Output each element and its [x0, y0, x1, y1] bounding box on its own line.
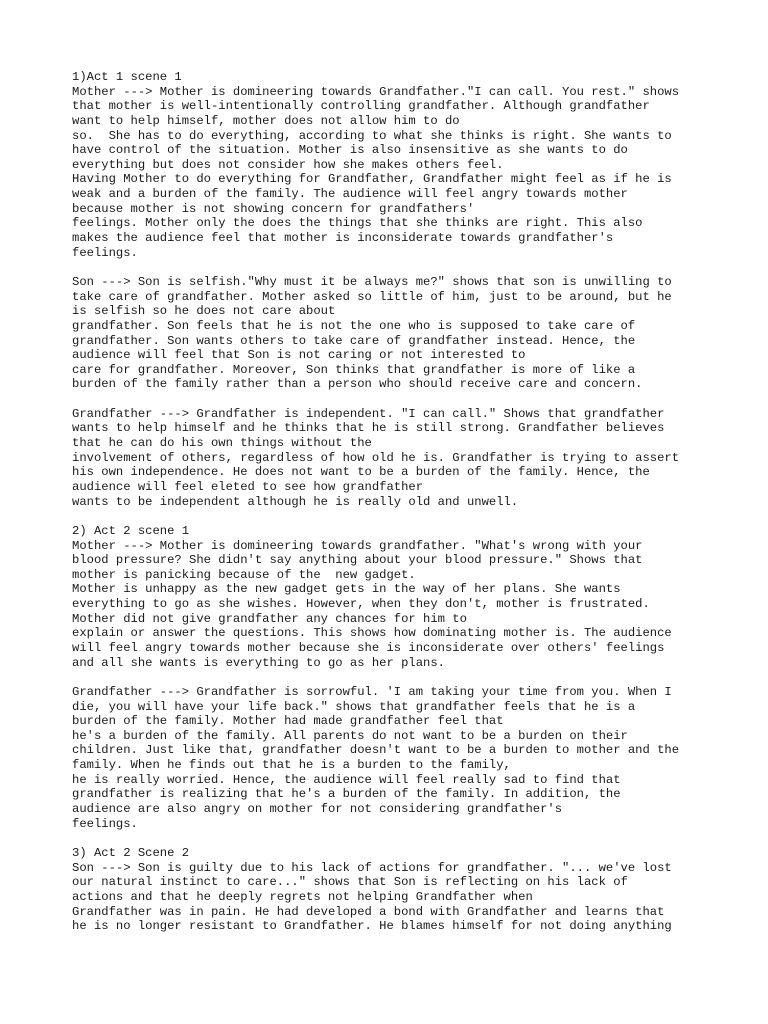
document-page — [72, 70, 712, 948]
text-paragraph — [72, 275, 712, 392]
text-line: children. Just like that, grandfather doesn't want to be a burden to mother and the — [72, 743, 680, 758]
text-line: Having Mother to do everything for Grandfather, Grandfather might feel as if he is — [72, 172, 672, 187]
text-line: Son ---> Son is guilty due to his lack of actions for grandfather. "... we've lost — [72, 860, 672, 875]
text-line: audience are also angry on mother for not considering grandfather's — [72, 802, 563, 817]
text-line: everything to go as she wishes. However, when they don't, mother is frustrated. — [72, 597, 650, 612]
text-line: have control of the situation. Mother is also insensitive as she wants to do — [72, 143, 628, 158]
text-line: mother is panicking because of the new gadget. — [72, 567, 416, 582]
text-line: wants to help himself and he thinks that he is still strong. Grandfather believes — [72, 421, 665, 436]
text-line: Mother did not give grandfather any chances for him to — [72, 611, 467, 626]
text-line: grandfather. Son feels that he is not the one who is supposed to take care of — [72, 318, 636, 333]
text-line: family. When he finds out that he is a burden to the family, — [72, 758, 511, 773]
text-paragraph — [72, 685, 712, 831]
text-paragraph — [72, 524, 712, 670]
text-line: everything but does not consider how she makes others feel. — [72, 157, 504, 172]
text-line: feelings. — [72, 816, 138, 831]
text-line: is selfish so he does not care about — [72, 304, 336, 319]
text-line: feelings. Mother only the does the things that she thinks are right. This also — [72, 216, 643, 231]
text-line: wants to be independent although he is really old and unwell. — [72, 494, 519, 509]
text-line: grandfather. Son wants others to take care of grandfather instead. Hence, the — [72, 333, 636, 348]
text-line: burden of the family rather than a person who should receive care and concern. — [72, 377, 643, 392]
text-line: grandfather is realizing that he's a burden of the family. In addition, the — [72, 787, 621, 802]
text-line: makes the audience feel that mother is inconsiderate towards grandfather's — [72, 231, 614, 246]
text-line: want to help himself, mother does not allow him to do — [72, 113, 460, 128]
text-line: Grandfather ---> Grandfather is sorrowful. 'I am taking your time from you. When I — [72, 684, 672, 699]
text-line: Mother is unhappy as the new gadget gets in the way of her plans. She wants — [72, 582, 621, 597]
text-line: audience will feel that Son is not caring or not interested to — [72, 348, 526, 363]
text-line: he is really worried. Hence, the audience will feel really sad to find that — [72, 772, 621, 787]
text-paragraph — [72, 70, 712, 260]
text-line: and all she wants is everything to go as her plans. — [72, 655, 445, 670]
text-line: 1)Act 1 scene 1 — [72, 70, 182, 84]
text-line: explain or answer the questions. This shows how dominating mother is. The audience — [72, 626, 672, 641]
text-line: Grandfather ---> Grandfather is independent. "I can call." Shows that grandfather — [72, 406, 665, 421]
text-line: that mother is well-intentionally controlling grandfather. Although grandfather — [72, 99, 650, 114]
text-line: actions and that he deeply regrets not helping Grandfather when — [72, 889, 533, 904]
text-line: Mother ---> Mother is domineering towards grandfather. "What's wrong with your — [72, 538, 643, 553]
text-line: feelings. — [72, 245, 138, 260]
text-line: die, you will have your life back." shows that grandfather feels that he is a — [72, 699, 636, 714]
text-line: because mother is not showing concern for grandfathers' — [72, 201, 475, 216]
text-line: will feel angry towards mother because she is inconsiderate over others' feelings — [72, 640, 665, 655]
text-line: care for grandfather. Moreover, Son thinks that grandfather is more of like a — [72, 362, 636, 377]
text-paragraph — [72, 846, 712, 934]
text-line: that he can do his own things without the — [72, 436, 372, 451]
text-line: Mother ---> Mother is domineering towards Grandfather."I can call. You rest." shows — [72, 84, 680, 99]
text-line: 2) Act 2 scene 1 — [72, 523, 190, 538]
text-paragraph — [72, 407, 712, 509]
text-line: so. She has to do everything, according to what she thinks is right. She wants to — [72, 128, 672, 143]
text-line: he's a burden of the family. All parents do not want to be a burden on their — [72, 728, 628, 743]
text-line: weak and a burden of the family. The audience will feel angry towards mother — [72, 187, 628, 202]
text-line: Son ---> Son is selfish."Why must it be always me?" shows that son is unwilling to — [72, 274, 672, 289]
text-line: he is no longer resistant to Grandfather. He blames himself for not doing anything — [72, 919, 672, 934]
text-line: his own independence. He does not want to be a burden of the family. Hence, the — [72, 465, 650, 480]
text-line: involvement of others, regardless of how old he is. Grandfather is trying to assert — [72, 450, 680, 465]
text-line: take care of grandfather. Mother asked so little of him, just to be around, but he — [72, 289, 672, 304]
text-line: our natural instinct to care..." shows that Son is reflecting on his lack of — [72, 875, 628, 890]
text-line: blood pressure? She didn't say anything about your blood pressure." Shows that — [72, 553, 643, 568]
text-line: 3) Act 2 Scene 2 — [72, 845, 190, 860]
text-line: burden of the family. Mother had made grandfather feel that — [72, 714, 504, 729]
text-line: Grandfather was in pain. He had developed a bond with Grandfather and learns that — [72, 904, 665, 919]
text-line: audience will feel eleted to see how grandfather — [72, 479, 424, 494]
